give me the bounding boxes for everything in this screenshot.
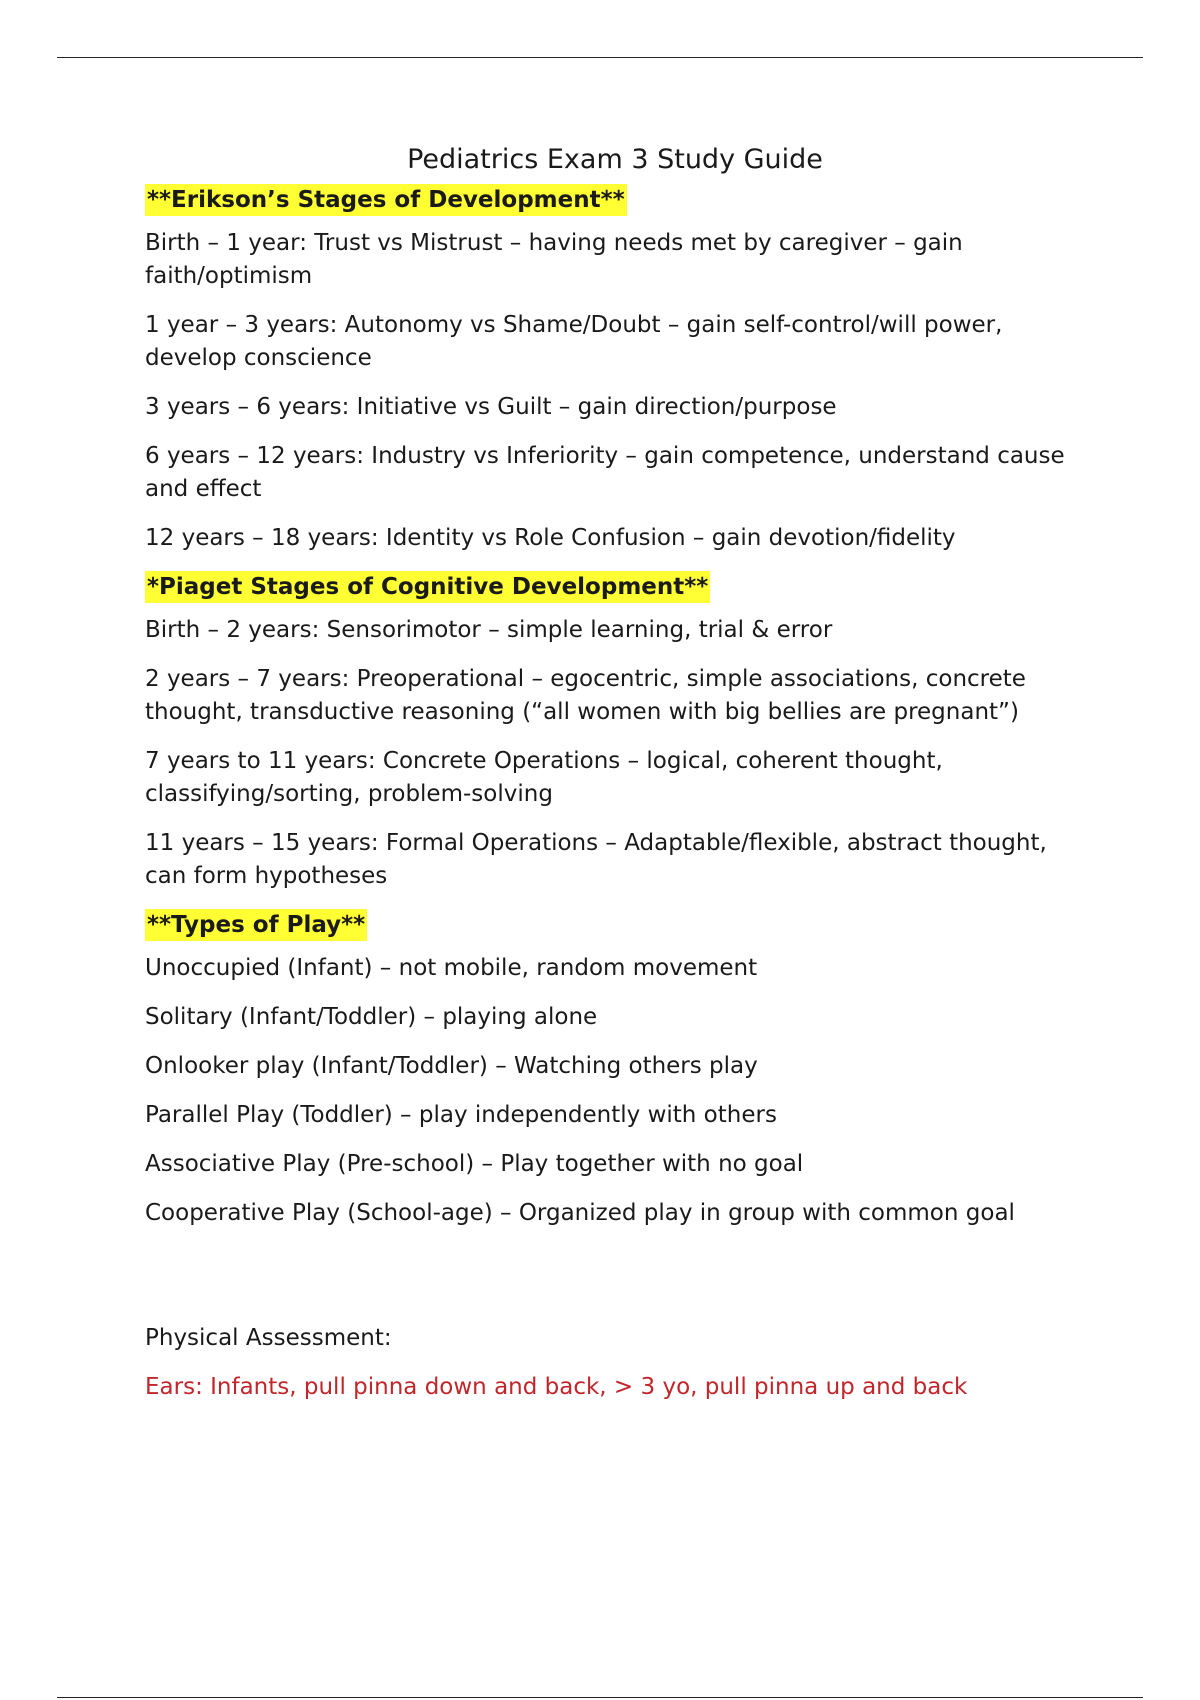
section-heading-types-of-play: **Types of Play** xyxy=(145,909,367,941)
page-top-rule xyxy=(57,57,1143,58)
list-item: 12 years – 18 years: Identity vs Role Confusion – gain devotion/fidelity xyxy=(145,525,956,551)
list-item: 7 years to 11 years: Concrete Operations – logical, coherent thought, classifying/sorting, problem-solving xyxy=(145,748,943,807)
list-item: 11 years – 15 years: Formal Operations – Adaptable/flexible, abstract thought, can form hypotheses xyxy=(145,830,1047,889)
list-item: 3 years – 6 years: Initiative vs Guilt – gain direction/purpose xyxy=(145,394,837,420)
section-heading-piaget: *Piaget Stages of Cognitive Development** xyxy=(145,571,710,603)
page-bottom-rule xyxy=(57,1697,1143,1698)
list-item: Solitary (Infant/Toddler) – playing alone xyxy=(145,1004,598,1030)
list-item: Cooperative Play (School-age) – Organized play in group with common goal xyxy=(145,1200,1015,1226)
list-item: 2 years – 7 years: Preoperational – egocentric, simple associations, concrete thought, transductive reasoning (“all women with big bellies are pregnant”) xyxy=(145,666,1026,725)
list-item: Associative Play (Pre-school) – Play together with no goal xyxy=(145,1151,804,1177)
list-item: 6 years – 12 years: Industry vs Inferiority – gain competence, understand cause and effect xyxy=(145,443,1065,502)
section-piaget xyxy=(145,571,1085,614)
list-item: Unoccupied (Infant) – not mobile, random movement xyxy=(145,955,758,981)
list-item: 1 year – 3 years: Autonomy vs Shame/Doubt – gain self-control/will power, develop conscience xyxy=(145,312,1003,371)
list-item: Parallel Play (Toddler) – play independently with others xyxy=(145,1102,777,1128)
section-heading-erikson: **Erikson’s Stages of Development** xyxy=(145,184,627,216)
document-title: Pediatrics Exam 3 Study Guide xyxy=(407,144,823,175)
document-page xyxy=(145,138,1085,1420)
physical-assessment-label: Physical Assessment: xyxy=(145,1325,392,1351)
section-erikson xyxy=(145,184,1085,227)
spacer xyxy=(145,1246,1085,1322)
list-item: Birth – 2 years: Sensorimotor – simple learning, trial & error xyxy=(145,617,833,643)
list-item: Onlooker play (Infant/Toddler) – Watching others play xyxy=(145,1053,758,1079)
section-types-of-play xyxy=(145,909,1085,952)
list-item: Birth – 1 year: Trust vs Mistrust – having needs met by caregiver – gain faith/optimism xyxy=(145,230,963,289)
ears-note: Ears: Infants, pull pinna down and back, > 3 yo, pull pinna up and back xyxy=(145,1374,968,1400)
